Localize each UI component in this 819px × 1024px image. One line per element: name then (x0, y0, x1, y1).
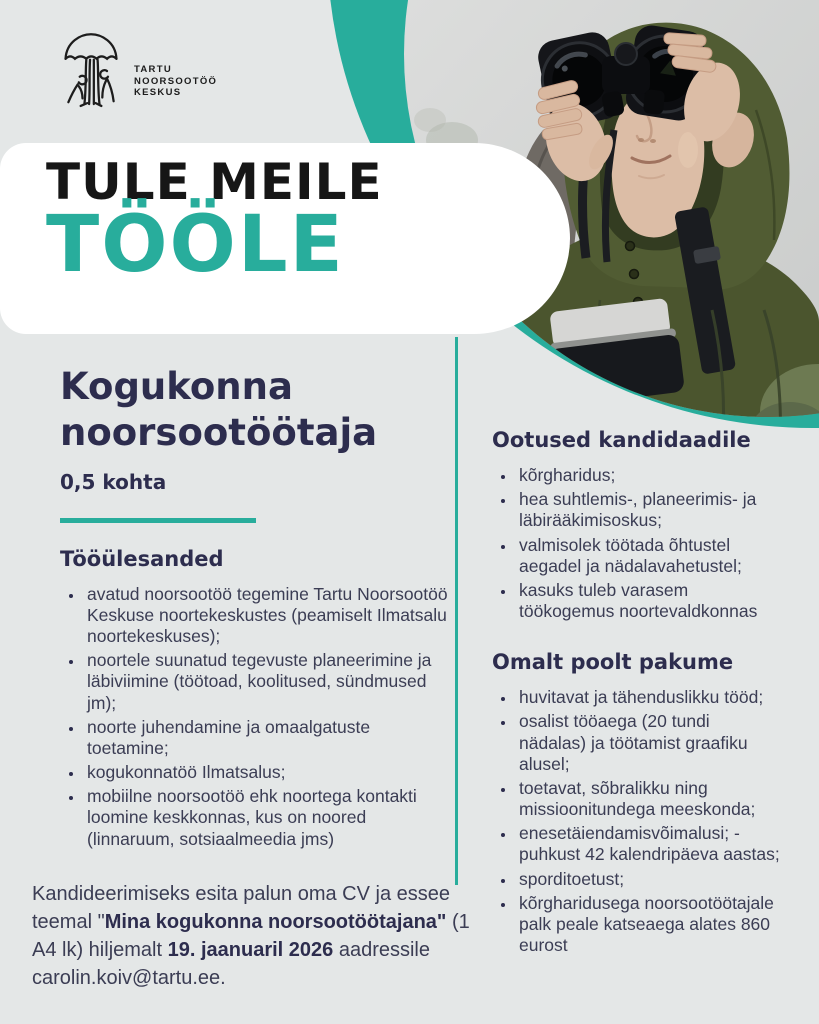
headline-line-1: TULE MEILE (46, 153, 383, 211)
offer-list (492, 687, 780, 956)
list-item: • huvitavat ja tähenduslikku tööd; (516, 687, 780, 708)
list-item: • noortele suunatud tegevuste planeerimine ja läbiviimine (töötoad, koolitused, sündmused jm); (84, 650, 452, 714)
essay-topic: Mina kogukonna noorsootöötajana" (104, 911, 447, 933)
application-email-text: aadressile carolin.koiv@tartu.ee. (32, 939, 430, 989)
horizontal-divider (60, 518, 256, 523)
tasks-heading: Tööülesanded (60, 546, 224, 571)
list-item: • valmisolek töötada õhtustel aegadel ja nädalavahetustel; (516, 535, 780, 577)
left-column (60, 364, 452, 853)
list-item: • hea suhtlemis-, planeerimis- ja läbirääkimisoskus; (516, 489, 780, 531)
list-item: • kõrgharidusega noorsootöötajale palk peale katseaega alates 860 eurost (516, 893, 780, 957)
headline-line-2: TÖÖLE (46, 200, 345, 290)
logo-text-line: TARTU (134, 64, 172, 75)
list-item: • kogukonnatöö Ilmatsalus; (84, 762, 452, 783)
list-item: • mobiilne noorsootöö ehk noortega kontakti loomine keskkonnas, kus on noored (linnaruum, sotsiaalmeedia jms) (84, 786, 452, 850)
application-instructions (32, 880, 490, 992)
list-item: • toetavat, sõbralikku ning missioonitundega meeskonda; (516, 778, 780, 820)
headline-band (0, 143, 570, 334)
application-text: (1 A4 lk) hiljemalt (32, 911, 470, 961)
list-item: • kõrgharidus; (516, 465, 780, 486)
expectations-heading: Ootused kandidaadile (492, 428, 751, 452)
application-text: Kandideerimiseks esita palun oma CV ja essee teemal " (32, 883, 450, 933)
deadline-date: 19. jaanuaril 2026 (167, 939, 334, 961)
job-position: 0,5 kohta (60, 469, 167, 494)
list-item: • osalist tööaega (20 tundi nädalas) ja töötamist graafiku alusel; (516, 711, 780, 775)
logo-text (134, 64, 217, 99)
list-item: • avatud noorsootöö tegemine Tartu Noorsootöö Keskuse noortekeskustes (peamiselt Ilmatsalu noortekeskuses); (84, 584, 452, 648)
umbrella-tree-logo-icon (58, 28, 124, 116)
expectations-list (492, 465, 780, 622)
list-item: • noorte juhendamine ja omaalgatuste toetamine; (84, 717, 452, 759)
logo-text-line: KESKUS (134, 87, 182, 98)
logo-text-line: NOORSOOTÖÖ (134, 75, 218, 87)
tasks-list (60, 584, 452, 850)
list-item: • enesetäiendamisvõimalusi; - puhkust 42 kalendripäeva aastas; (516, 823, 780, 865)
offer-heading: Omalt poolt pakume (492, 650, 734, 675)
right-column (492, 428, 807, 959)
list-item: • kasuks tuleb varasem töökogemus noortevaldkonnas (516, 580, 780, 622)
list-item: • sporditoetust; (516, 869, 780, 890)
organization-logo (58, 28, 217, 116)
vertical-divider (455, 337, 458, 885)
job-title: Kogukonna noorsootöötaja (60, 365, 378, 454)
